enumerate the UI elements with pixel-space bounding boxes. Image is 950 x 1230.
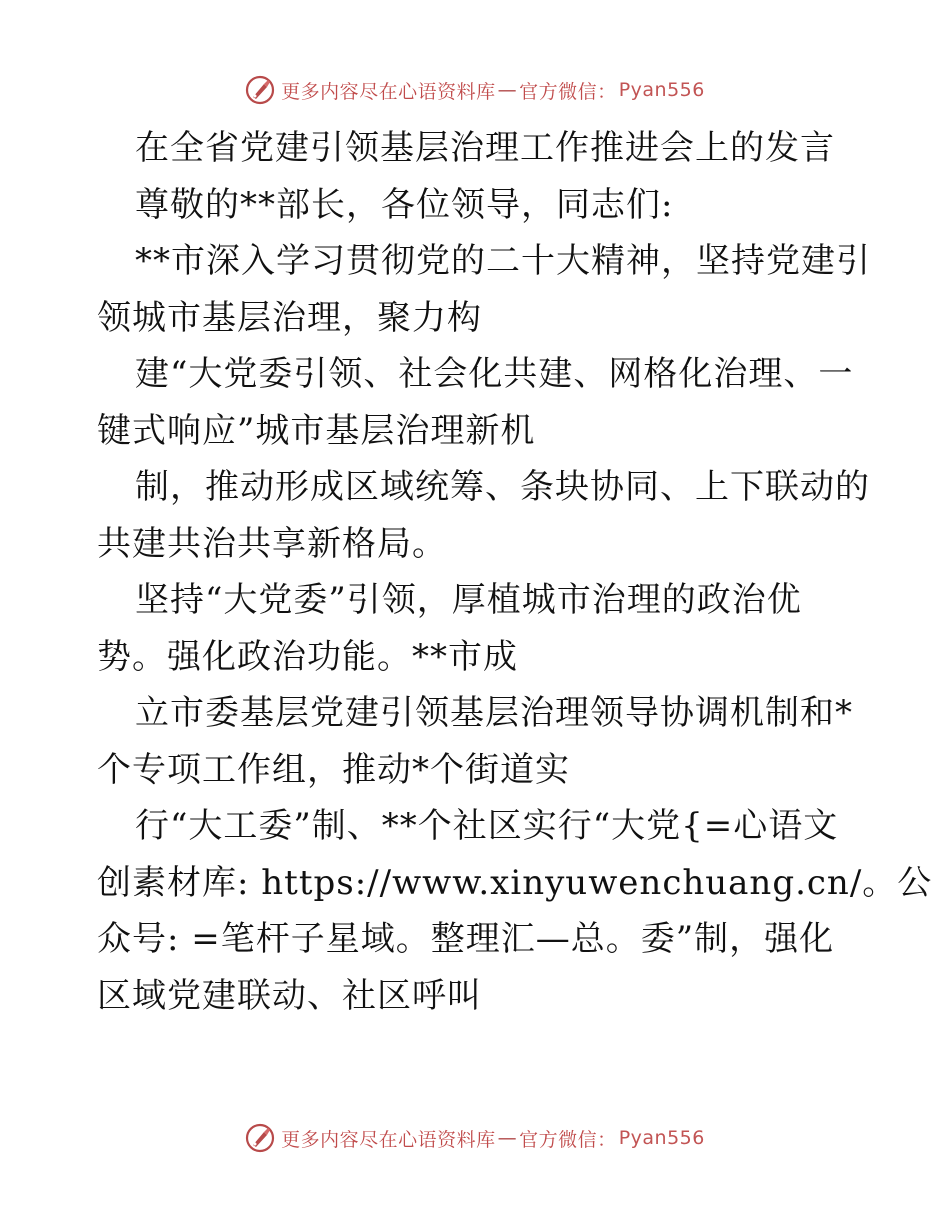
- paragraph-line: 势。强化政治功能。**市成: [97, 636, 518, 677]
- banner-wechat-label: 官方微信：: [519, 1128, 617, 1151]
- header-banner: [0, 70, 950, 110]
- banner-brand: 更多内容尽在心语资料库: [281, 1128, 496, 1151]
- paragraph-line: 领城市基层治理，聚力构: [97, 297, 482, 338]
- banner-account: Pyan556: [618, 1127, 705, 1149]
- document-body: [97, 120, 933, 1024]
- pen-nib-logo-icon: [245, 1123, 275, 1153]
- paragraph-line: 行“大工委”制、**个社区实行“大党{=心语文: [135, 806, 839, 846]
- paragraph-line: 共建共治共享新格局。: [97, 523, 447, 564]
- paragraph-line: 制，推动形成区域统筹、条块协同、上下联动的: [135, 467, 870, 507]
- paragraph-line: 建“大党委引领、社会化共建、网格化治理、一: [135, 354, 854, 394]
- pen-nib-logo-icon: [245, 75, 275, 105]
- paragraph-line: 坚持“大党委”引领，厚植城市治理的政治优: [135, 580, 802, 620]
- paragraph-line: 创素材库: https://www.xinyuwenchuang.cn/。公: [97, 862, 933, 903]
- paragraph-line: 众号: =笔杆子星域。整理汇—总。委”制，强化: [97, 919, 835, 959]
- document-title: 在全省党建引领基层治理工作推进会上的发言: [135, 128, 835, 168]
- paragraph-line: **市深入学习贯彻党的二十大精神，坚持党建引: [135, 241, 871, 281]
- paragraph-line: 区域党建联动、社区呼叫: [97, 975, 482, 1016]
- footer-banner: [0, 1118, 950, 1158]
- banner-separator: —: [497, 1127, 518, 1149]
- banner-wechat-label: 官方微信：: [519, 80, 617, 103]
- paragraph-line: 立市委基层党建引领基层治理领导协调机制和*: [135, 693, 853, 733]
- salutation: 尊敬的**部长，各位领导，同志们:: [135, 184, 674, 225]
- paragraph-line: 键式响应”城市基层治理新机: [97, 410, 536, 451]
- banner-brand: 更多内容尽在心语资料库: [281, 80, 496, 103]
- paragraph-line: 个专项工作组，推动*个街道实: [97, 749, 570, 790]
- banner-separator: —: [497, 79, 518, 101]
- banner-account: Pyan556: [618, 79, 705, 101]
